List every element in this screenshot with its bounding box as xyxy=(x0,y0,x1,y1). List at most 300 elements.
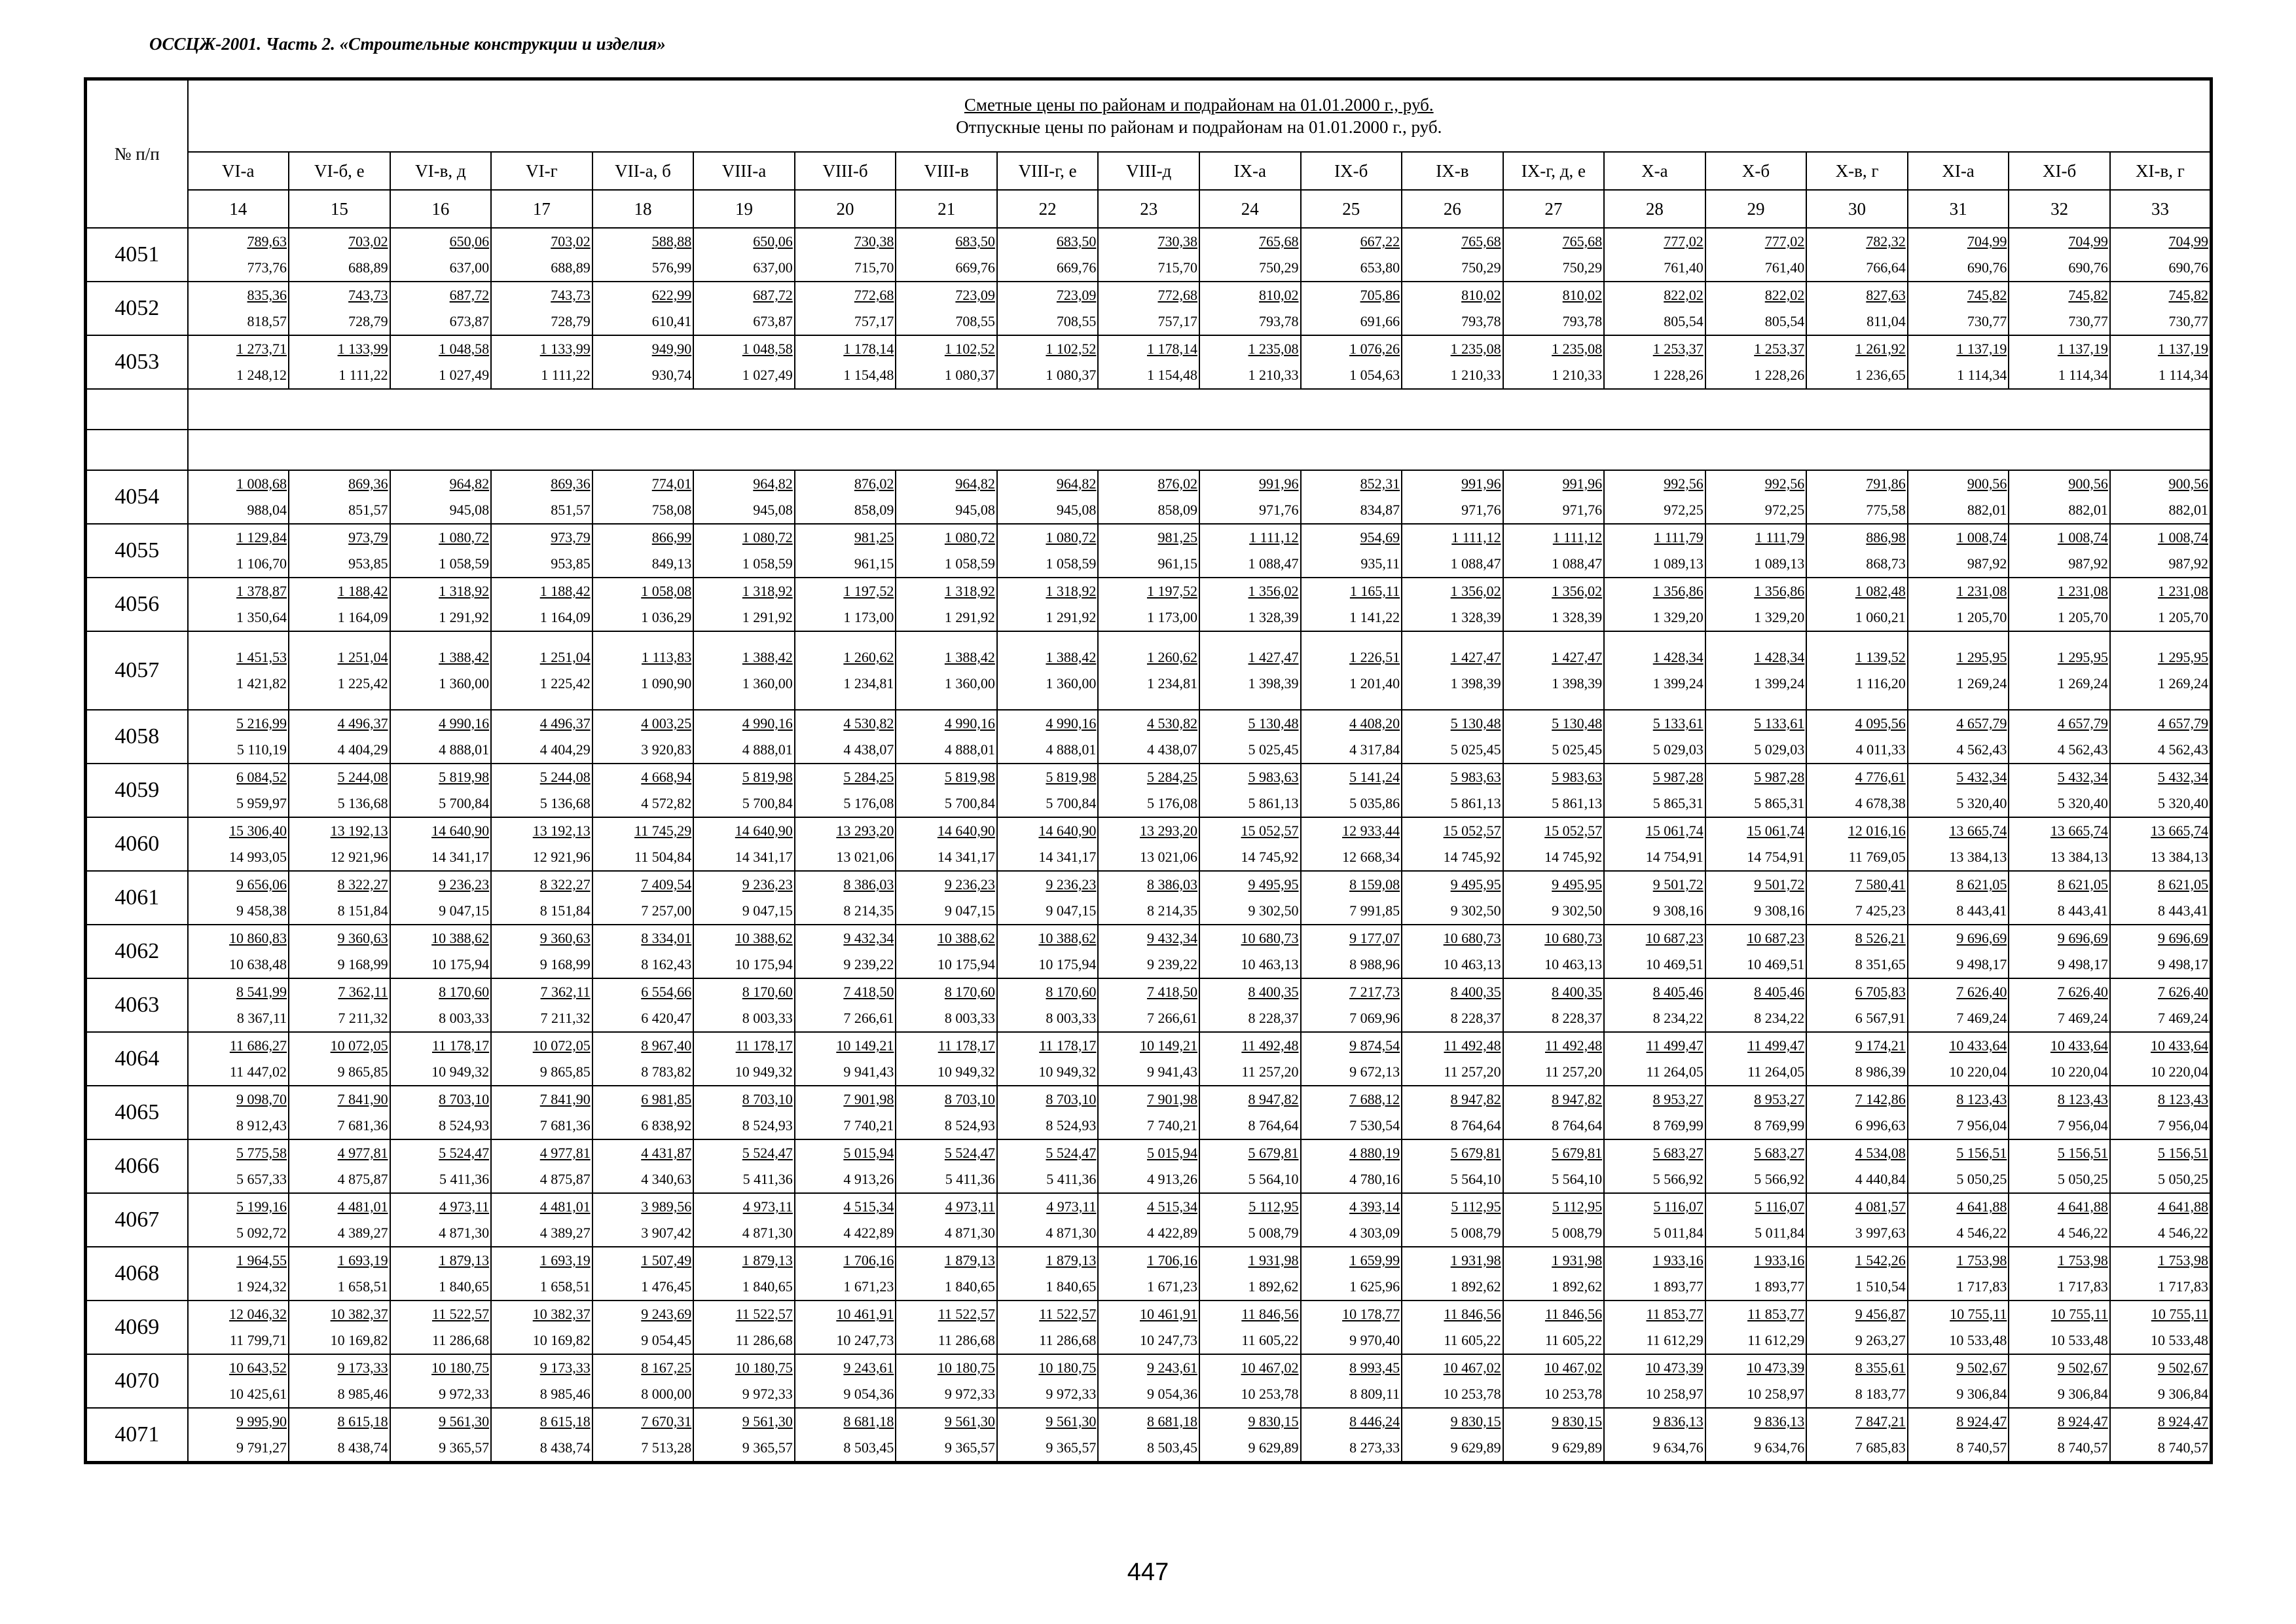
estimated-price: 835,36 xyxy=(247,287,287,303)
price-cell xyxy=(2110,817,2212,871)
estimated-price: 886,98 xyxy=(1866,529,1906,545)
estimated-price: 8 170,60 xyxy=(1046,984,1097,1000)
price-cell xyxy=(1098,1408,1199,1463)
price-cell xyxy=(188,871,289,925)
estimated-price: 4 530,82 xyxy=(843,715,894,731)
price-cell xyxy=(2009,524,2110,578)
selling-price: 1 329,20 xyxy=(1652,609,1704,625)
price-cell xyxy=(2110,1032,2212,1086)
selling-price: 1 234,81 xyxy=(843,675,894,692)
selling-price: 750,29 xyxy=(1562,259,1603,276)
selling-price: 8 003,33 xyxy=(439,1010,490,1026)
estimated-price: 8 322,27 xyxy=(337,876,388,893)
selling-price: 1 398,39 xyxy=(1248,675,1299,692)
table-row xyxy=(86,1086,2212,1139)
selling-price: 8 151,84 xyxy=(337,902,388,919)
price-cell xyxy=(1705,871,1807,925)
estimated-price: 869,36 xyxy=(551,475,591,492)
selling-price: 8 985,46 xyxy=(337,1386,388,1402)
estimated-price: 5 679,81 xyxy=(1248,1145,1299,1161)
price-cell xyxy=(1402,1193,1503,1247)
selling-price: 8 273,33 xyxy=(1349,1439,1400,1456)
selling-price: 971,76 xyxy=(1562,502,1603,518)
price-cell xyxy=(1199,631,1301,710)
selling-price: 4 317,84 xyxy=(1349,741,1400,758)
price-cell xyxy=(795,1354,896,1408)
selling-price: 10 463,13 xyxy=(1443,956,1501,972)
row-number: 4062 xyxy=(86,925,188,978)
selling-price: 5 411,36 xyxy=(439,1171,490,1187)
price-cell xyxy=(1908,524,2009,578)
price-cell xyxy=(289,1193,390,1247)
price-cell xyxy=(491,1086,592,1139)
estimated-price: 730,38 xyxy=(1157,233,1197,249)
selling-price: 761,40 xyxy=(1764,259,1805,276)
selling-price: 8 214,35 xyxy=(1146,902,1197,919)
estimated-price: 4 668,94 xyxy=(641,769,692,785)
estimated-price: 5 112,95 xyxy=(1248,1198,1299,1215)
selling-price: 9 239,22 xyxy=(1146,956,1197,972)
selling-price: 5 092,72 xyxy=(236,1225,287,1241)
price-cell xyxy=(592,1193,694,1247)
selling-price: 1 088,47 xyxy=(1450,555,1501,572)
price-cell xyxy=(896,228,997,282)
row-number: 4060 xyxy=(86,817,188,871)
estimated-price: 5 130,48 xyxy=(1248,715,1299,731)
price-cell xyxy=(1503,710,1605,764)
price-cell xyxy=(188,1354,289,1408)
selling-price: 972,25 xyxy=(1764,502,1805,518)
price-cell xyxy=(2110,228,2212,282)
selling-price: 7 425,23 xyxy=(1855,902,1906,919)
price-cell xyxy=(2110,1354,2212,1408)
estimated-price: 14 640,90 xyxy=(735,822,793,839)
price-cell xyxy=(2009,1301,2110,1354)
estimated-price: 9 243,61 xyxy=(1146,1359,1197,1376)
price-cell xyxy=(2110,871,2212,925)
estimated-price: 8 170,60 xyxy=(439,984,490,1000)
price-cell xyxy=(997,871,1099,925)
estimated-price: 4 530,82 xyxy=(1146,715,1197,731)
price-cell xyxy=(1098,282,1199,335)
estimated-price: 12 046,32 xyxy=(229,1306,287,1322)
selling-price: 610,41 xyxy=(651,313,692,329)
selling-price: 9 239,22 xyxy=(843,956,894,972)
selling-price: 4 438,07 xyxy=(1146,741,1197,758)
price-cell xyxy=(491,817,592,871)
estimated-price: 7 841,90 xyxy=(539,1091,591,1107)
estimated-price: 9 830,15 xyxy=(1552,1413,1603,1430)
price-cell xyxy=(1199,578,1301,631)
estimated-price: 5 983,63 xyxy=(1450,769,1501,785)
estimated-price: 4 481,01 xyxy=(337,1198,388,1215)
selling-price: 688,89 xyxy=(348,259,388,276)
price-cell xyxy=(1503,1354,1605,1408)
column-number: 15 xyxy=(289,190,390,228)
price-cell xyxy=(1908,1032,2009,1086)
price-cell xyxy=(1301,925,1402,978)
price-cell xyxy=(289,1408,390,1463)
selling-price: 1 671,23 xyxy=(843,1278,894,1295)
price-cell xyxy=(1503,335,1605,389)
column-number: 25 xyxy=(1301,190,1402,228)
selling-price: 9 365,57 xyxy=(439,1439,490,1456)
estimated-price: 1 253,37 xyxy=(1652,341,1704,357)
price-cell xyxy=(896,925,997,978)
estimated-price: 1 318,92 xyxy=(944,583,995,599)
district-header: XI-в, г xyxy=(2110,152,2212,190)
price-cell xyxy=(289,524,390,578)
price-cell xyxy=(1301,282,1402,335)
estimated-price: 4 641,88 xyxy=(1956,1198,2007,1215)
selling-price: 691,66 xyxy=(1360,313,1400,329)
estimated-price: 10 149,21 xyxy=(1139,1037,1197,1054)
estimated-price: 10 687,23 xyxy=(1645,930,1704,946)
price-cell xyxy=(390,817,492,871)
price-cell xyxy=(795,764,896,817)
selling-price: 882,01 xyxy=(2068,502,2108,518)
price-cell xyxy=(896,1139,997,1193)
estimated-price: 5 015,94 xyxy=(843,1145,894,1161)
estimated-price: 1 706,16 xyxy=(1146,1252,1197,1268)
estimated-price: 10 755,11 xyxy=(1950,1306,2007,1322)
estimated-price: 8 681,18 xyxy=(1146,1413,1197,1430)
table-row xyxy=(86,228,2212,282)
estimated-price: 7 901,98 xyxy=(1146,1091,1197,1107)
selling-price: 10 258,97 xyxy=(1747,1386,1805,1402)
estimated-price: 876,02 xyxy=(1157,475,1197,492)
selling-price: 858,09 xyxy=(854,502,894,518)
price-cell xyxy=(1806,1032,1908,1086)
price-cell xyxy=(1098,1354,1199,1408)
price-cell xyxy=(1098,1139,1199,1193)
estimated-price: 9 696,69 xyxy=(2158,930,2208,946)
estimated-price: 5 199,16 xyxy=(236,1198,287,1215)
estimated-price: 6 554,66 xyxy=(641,984,692,1000)
price-cell xyxy=(693,1301,795,1354)
estimated-price: 765,68 xyxy=(1259,233,1299,249)
estimated-price: 10 755,11 xyxy=(2151,1306,2208,1322)
selling-price: 1 228,26 xyxy=(1652,367,1704,383)
selling-price: 5 176,08 xyxy=(843,795,894,811)
price-cell xyxy=(896,1354,997,1408)
price-cell xyxy=(289,335,390,389)
price-cell xyxy=(1199,871,1301,925)
price-cell xyxy=(188,978,289,1032)
district-header: VII-а, б xyxy=(592,152,694,190)
price-cell xyxy=(592,1086,694,1139)
estimated-price: 1 753,98 xyxy=(2158,1252,2208,1268)
estimated-price: 11 178,17 xyxy=(938,1037,995,1054)
selling-price: 10 533,48 xyxy=(2050,1332,2108,1348)
price-cell xyxy=(1806,524,1908,578)
selling-price: 7 740,21 xyxy=(1146,1117,1197,1134)
price-cell xyxy=(390,1301,492,1354)
estimated-price: 5 819,98 xyxy=(439,769,490,785)
estimated-price: 687,72 xyxy=(753,287,793,303)
price-cell xyxy=(1503,524,1605,578)
row-number: 4058 xyxy=(86,710,188,764)
estimated-price: 900,56 xyxy=(2068,475,2108,492)
estimated-price: 1 542,26 xyxy=(1855,1252,1906,1268)
price-cell xyxy=(1301,817,1402,871)
selling-price: 6 420,47 xyxy=(641,1010,692,1026)
price-cell xyxy=(795,1408,896,1463)
selling-price: 9 168,99 xyxy=(337,956,388,972)
estimated-price: 4 776,61 xyxy=(1855,769,1906,785)
selling-price: 1 088,47 xyxy=(1552,555,1603,572)
estimated-price: 14 640,90 xyxy=(937,822,995,839)
selling-price: 5 025,45 xyxy=(1248,741,1299,758)
estimated-price: 10 433,64 xyxy=(1949,1037,2007,1054)
price-cell xyxy=(1301,1086,1402,1139)
estimated-price: 5 130,48 xyxy=(1450,715,1501,731)
estimated-price: 11 522,57 xyxy=(938,1306,995,1322)
price-cell xyxy=(896,470,997,524)
estimated-price: 1 356,02 xyxy=(1552,583,1603,599)
price-cell xyxy=(693,1193,795,1247)
price-cell xyxy=(2009,470,2110,524)
selling-price: 10 533,48 xyxy=(2151,1332,2208,1348)
price-cell xyxy=(1402,1247,1503,1301)
selling-price: 9 047,15 xyxy=(944,902,995,919)
price-cell xyxy=(693,1354,795,1408)
table-body xyxy=(86,228,2212,1463)
selling-price: 10 469,51 xyxy=(1747,956,1805,972)
selling-price: 1 717,83 xyxy=(2158,1278,2208,1295)
price-cell xyxy=(1301,631,1402,710)
estimated-price: 9 495,95 xyxy=(1450,876,1501,893)
estimated-price: 745,82 xyxy=(2168,287,2208,303)
estimated-price: 992,56 xyxy=(1764,475,1805,492)
estimated-price: 992,56 xyxy=(1664,475,1704,492)
estimated-price: 10 755,11 xyxy=(2050,1306,2108,1322)
selling-price: 14 745,92 xyxy=(1241,849,1299,865)
estimated-price: 5 983,63 xyxy=(1248,769,1299,785)
estimated-price: 683,50 xyxy=(955,233,995,249)
price-cell xyxy=(188,764,289,817)
estimated-price: 8 123,43 xyxy=(2057,1091,2108,1107)
row-number: 4064 xyxy=(86,1032,188,1086)
selling-price: 6 996,63 xyxy=(1855,1117,1906,1134)
selling-price: 1 111,22 xyxy=(338,367,388,383)
selling-price: 5 008,79 xyxy=(1552,1225,1603,1241)
blank-cell xyxy=(86,389,188,430)
estimated-price: 8 993,45 xyxy=(1349,1359,1400,1376)
row-number: 4061 xyxy=(86,871,188,925)
price-cell xyxy=(1806,228,1908,282)
selling-price: 9 054,36 xyxy=(1146,1386,1197,1402)
selling-price: 1 060,21 xyxy=(1855,609,1906,625)
selling-price: 11 769,05 xyxy=(1848,849,1906,865)
price-cell xyxy=(1604,710,1705,764)
row-number: 4071 xyxy=(86,1408,188,1463)
estimated-price: 743,73 xyxy=(348,287,388,303)
selling-price: 4 678,38 xyxy=(1855,795,1906,811)
estimated-price: 1 165,11 xyxy=(1349,583,1400,599)
price-cell xyxy=(491,631,592,710)
selling-price: 1 058,59 xyxy=(742,555,793,572)
selling-price: 5 320,40 xyxy=(2158,795,2208,811)
price-cell xyxy=(289,764,390,817)
estimated-price: 1 111,12 xyxy=(1552,529,1603,545)
selling-price: 7 956,04 xyxy=(2057,1117,2108,1134)
estimated-price: 789,63 xyxy=(247,233,287,249)
price-cell xyxy=(1503,871,1605,925)
estimated-price: 1 260,62 xyxy=(843,649,894,665)
selling-price: 4 888,01 xyxy=(1046,741,1097,758)
selling-price: 14 745,92 xyxy=(1544,849,1603,865)
price-cell xyxy=(1402,335,1503,389)
selling-price: 1 210,33 xyxy=(1552,367,1603,383)
selling-price: 9 306,84 xyxy=(2057,1386,2108,1402)
estimated-price: 1 879,13 xyxy=(944,1252,995,1268)
estimated-price: 5 432,34 xyxy=(2158,769,2208,785)
title-line-1: Сметные цены по районам и подрайонам на 01.01.2000 г., руб. xyxy=(964,95,1434,115)
selling-price: 987,92 xyxy=(2068,555,2108,572)
estimated-price: 11 745,29 xyxy=(634,822,692,839)
selling-price: 5 029,03 xyxy=(1652,741,1704,758)
estimated-price: 1 137,19 xyxy=(1956,341,2007,357)
price-cell xyxy=(2110,1139,2212,1193)
estimated-price: 10 388,62 xyxy=(937,930,995,946)
price-cell xyxy=(693,335,795,389)
selling-price: 4 438,07 xyxy=(843,741,894,758)
estimated-price: 13 665,74 xyxy=(1949,822,2007,839)
selling-price: 7 530,54 xyxy=(1349,1117,1400,1134)
estimated-price: 1 879,13 xyxy=(439,1252,490,1268)
price-cell xyxy=(1098,817,1199,871)
price-cell xyxy=(896,871,997,925)
estimated-price: 7 688,12 xyxy=(1349,1091,1400,1107)
price-cell xyxy=(1705,1086,1807,1139)
row-number: 4054 xyxy=(86,470,188,524)
estimated-price: 15 061,74 xyxy=(1747,822,1805,839)
num-column-header: № п/п xyxy=(86,79,188,229)
estimated-price: 9 502,67 xyxy=(1956,1359,2007,1376)
estimated-price: 9 432,34 xyxy=(843,930,894,946)
district-header: IX-а xyxy=(1199,152,1301,190)
price-cell xyxy=(1806,335,1908,389)
price-cell xyxy=(592,578,694,631)
selling-price: 1 089,13 xyxy=(1754,555,1805,572)
selling-price: 1 328,39 xyxy=(1552,609,1603,625)
selling-price: 987,92 xyxy=(2168,555,2208,572)
price-cell xyxy=(188,1139,289,1193)
header-title-row xyxy=(86,79,2212,153)
selling-price: 1 840,65 xyxy=(944,1278,995,1295)
selling-price: 961,15 xyxy=(854,555,894,572)
price-cell xyxy=(1604,578,1705,631)
estimated-price: 745,82 xyxy=(1967,287,2007,303)
selling-price: 10 169,82 xyxy=(330,1332,388,1348)
estimated-price: 12 933,44 xyxy=(1342,822,1400,839)
price-cell xyxy=(1199,978,1301,1032)
price-cell xyxy=(491,1139,592,1193)
selling-price: 13 384,13 xyxy=(1949,849,2007,865)
selling-price: 8 003,33 xyxy=(742,1010,793,1026)
price-cell xyxy=(795,978,896,1032)
selling-price: 5 011,84 xyxy=(1755,1225,1805,1241)
estimated-price: 7 362,11 xyxy=(338,984,388,1000)
selling-price: 10 469,51 xyxy=(1645,956,1704,972)
estimated-price: 11 522,57 xyxy=(1039,1306,1097,1322)
estimated-price: 9 173,33 xyxy=(337,1359,388,1376)
estimated-price: 5 679,81 xyxy=(1552,1145,1603,1161)
selling-price: 1 106,70 xyxy=(236,555,287,572)
estimated-price: 5 524,47 xyxy=(742,1145,793,1161)
estimated-price: 11 522,57 xyxy=(431,1306,490,1322)
selling-price: 4 562,43 xyxy=(1956,741,2007,758)
price-cell xyxy=(997,524,1099,578)
price-cell xyxy=(997,470,1099,524)
price-cell xyxy=(1503,1408,1605,1463)
estimated-price: 4 990,16 xyxy=(1046,715,1097,731)
estimated-price: 687,72 xyxy=(449,287,490,303)
estimated-price: 810,02 xyxy=(1461,287,1501,303)
estimated-price: 1 139,52 xyxy=(1855,649,1906,665)
price-cell xyxy=(1199,710,1301,764)
selling-price: 953,85 xyxy=(551,555,591,572)
price-cell xyxy=(896,764,997,817)
price-cell xyxy=(2009,1139,2110,1193)
price-cell xyxy=(1199,1408,1301,1463)
price-cell xyxy=(1301,228,1402,282)
price-cell xyxy=(1908,1247,2009,1301)
price-cell xyxy=(896,335,997,389)
price-cell xyxy=(1908,282,2009,335)
price-cell xyxy=(1705,335,1807,389)
row-number: 4052 xyxy=(86,282,188,335)
estimated-price: 1 356,02 xyxy=(1248,583,1299,599)
estimated-price: 1 080,72 xyxy=(439,529,490,545)
district-header: VI-а xyxy=(188,152,289,190)
selling-price: 5 110,19 xyxy=(236,741,287,758)
selling-price: 7 956,04 xyxy=(1956,1117,2007,1134)
estimated-price: 5 983,63 xyxy=(1552,769,1603,785)
estimated-price: 9 456,87 xyxy=(1855,1306,1906,1322)
selling-price: 8 438,74 xyxy=(337,1439,388,1456)
price-cell xyxy=(1301,1408,1402,1463)
price-cell xyxy=(1908,631,2009,710)
selling-price: 13 021,06 xyxy=(836,849,894,865)
selling-price: 805,54 xyxy=(1764,313,1805,329)
table-row xyxy=(86,1247,2212,1301)
price-cell xyxy=(1604,764,1705,817)
estimated-price: 10 388,62 xyxy=(735,930,793,946)
estimated-price: 1 428,34 xyxy=(1652,649,1704,665)
estimated-price: 4 657,79 xyxy=(2158,715,2208,731)
price-cell xyxy=(1705,1408,1807,1463)
selling-price: 5 865,31 xyxy=(1652,795,1704,811)
estimated-price: 1 659,99 xyxy=(1349,1252,1400,1268)
selling-price: 5 959,97 xyxy=(236,795,287,811)
estimated-price: 10 860,83 xyxy=(229,930,287,946)
price-cell xyxy=(2009,1354,2110,1408)
estimated-price: 8 400,35 xyxy=(1450,984,1501,1000)
estimated-price: 1 388,42 xyxy=(439,649,490,665)
column-number: 24 xyxy=(1199,190,1301,228)
selling-price: 1 360,00 xyxy=(439,675,490,692)
estimated-price: 1 178,14 xyxy=(843,341,894,357)
selling-price: 8 214,35 xyxy=(843,902,894,919)
column-number: 29 xyxy=(1705,190,1807,228)
price-cell xyxy=(491,1193,592,1247)
estimated-price: 5 284,25 xyxy=(1146,769,1197,785)
estimated-price: 8 405,46 xyxy=(1754,984,1805,1000)
price-cell xyxy=(1301,578,1402,631)
estimated-price: 1 008,74 xyxy=(2057,529,2108,545)
